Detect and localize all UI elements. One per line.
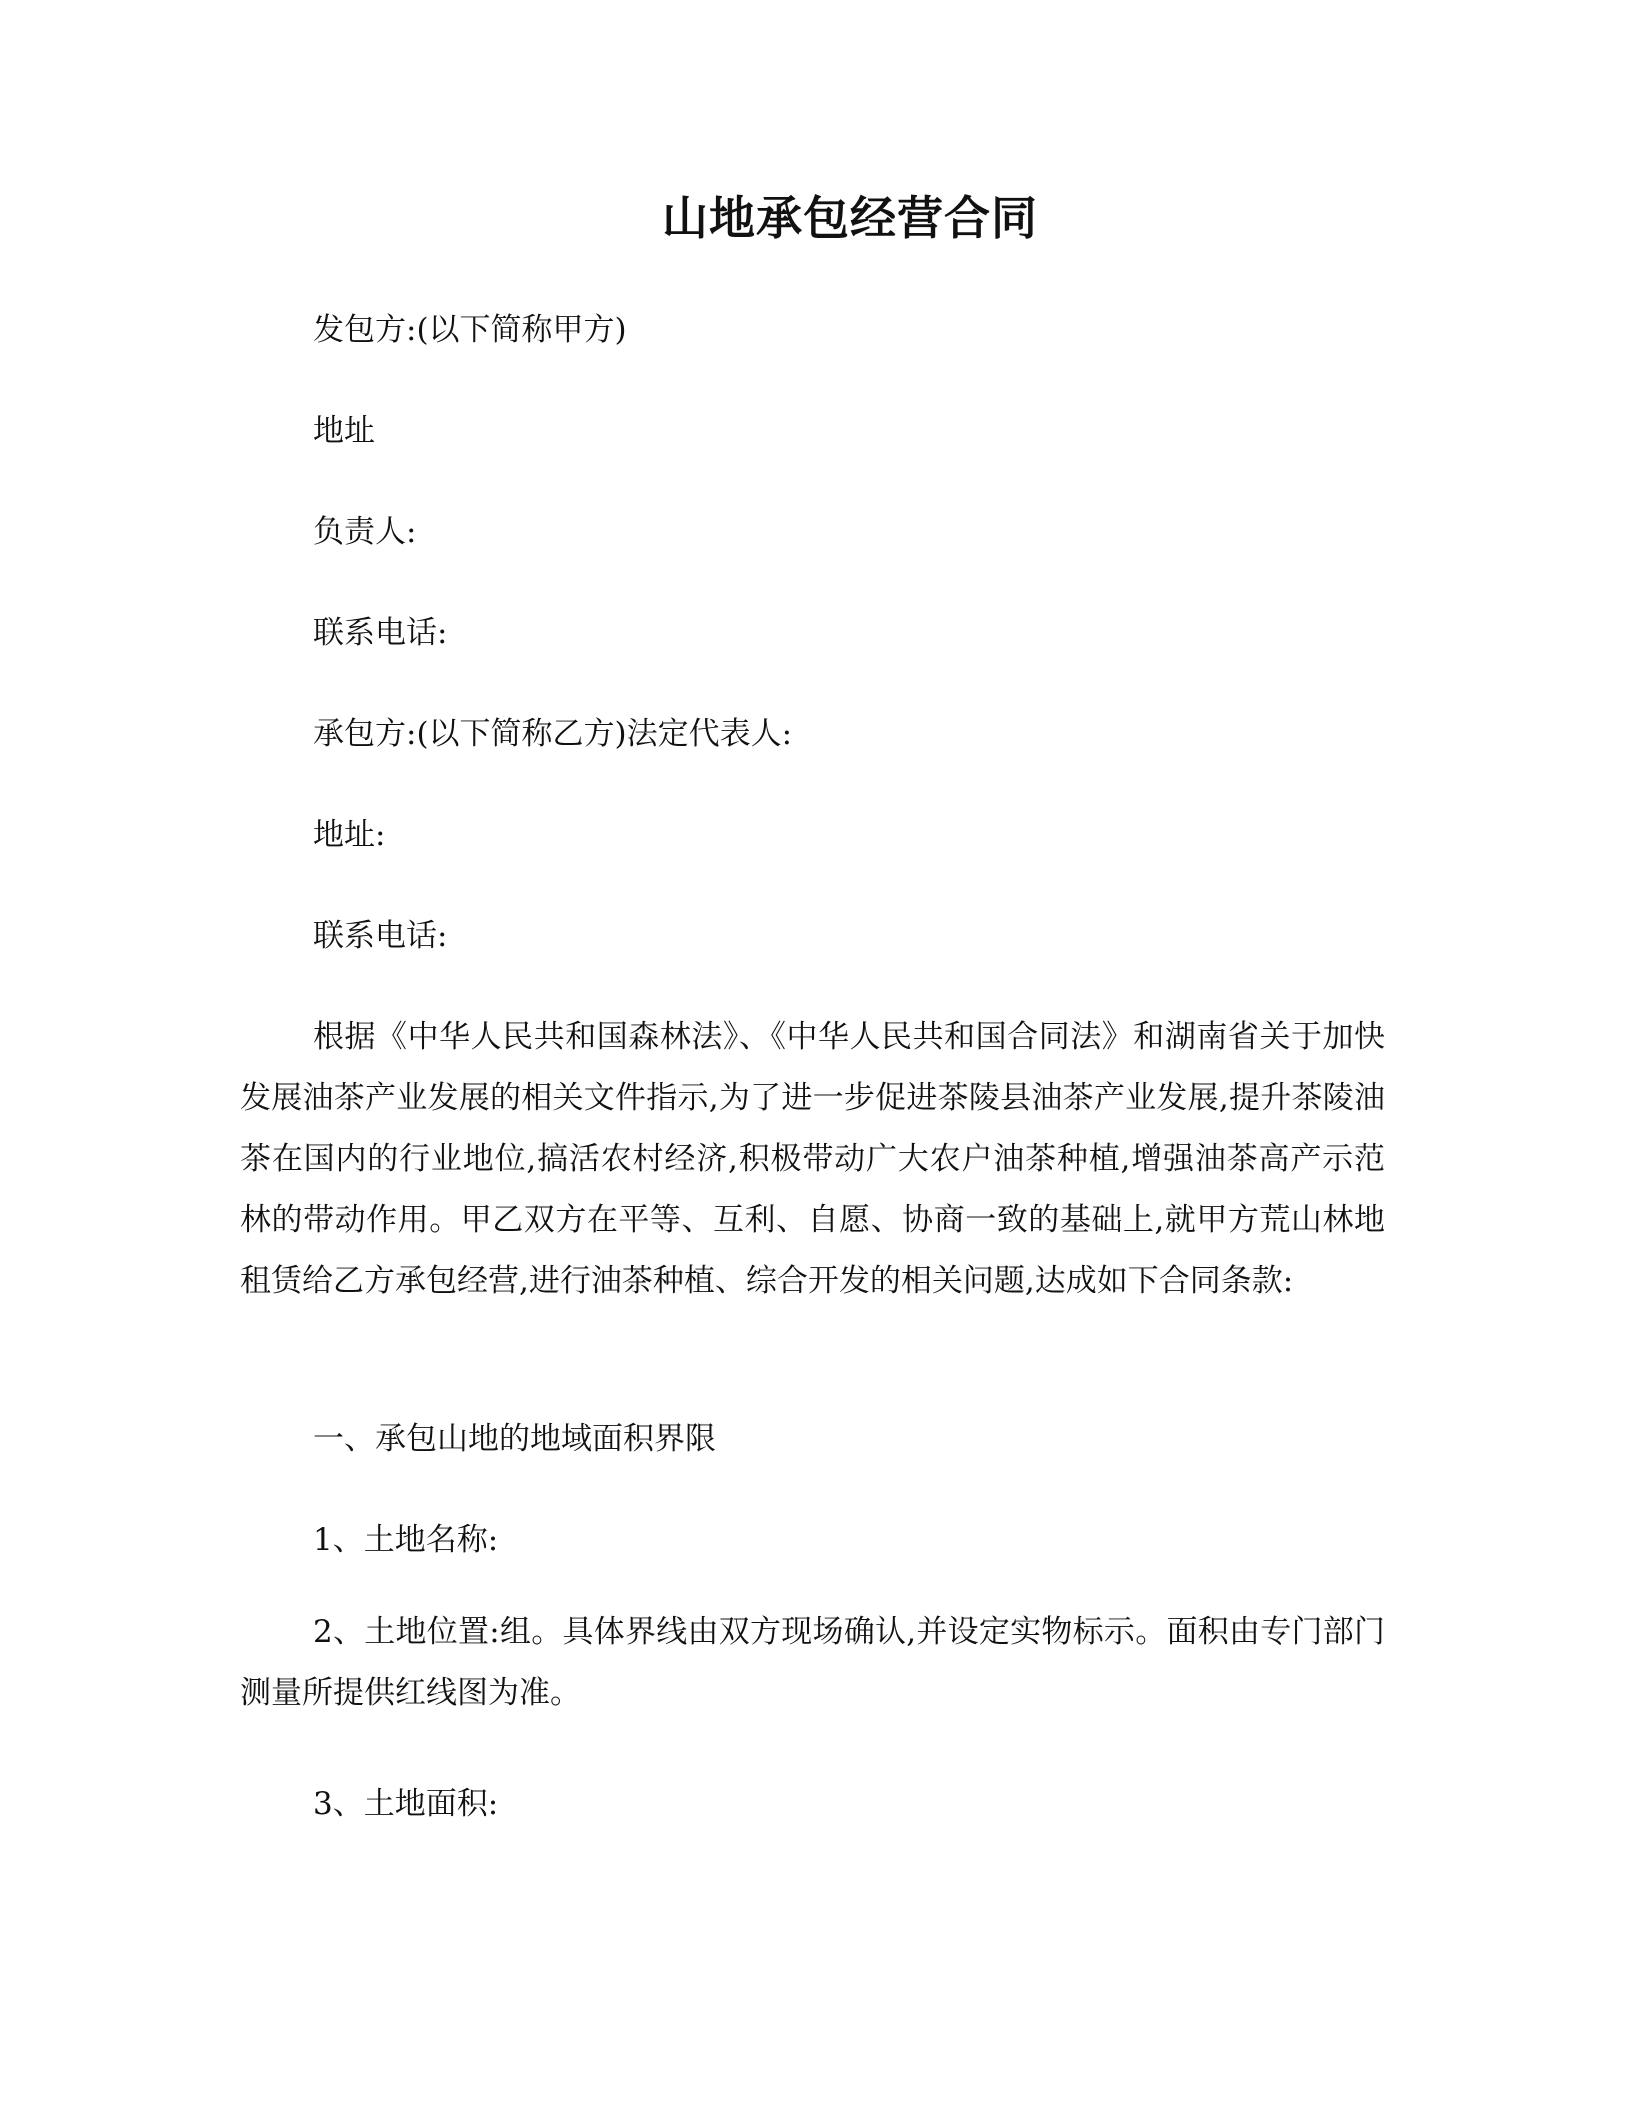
party-a-address: 地址 xyxy=(313,413,375,449)
party-b-address: 地址: xyxy=(313,817,386,853)
party-b-label: 承包方:(以下简称乙方)法定代表人: xyxy=(313,716,793,752)
party-a-label: 发包方:(以下简称甲方) xyxy=(313,312,627,348)
item-2-land-location: 2、土地位置:组。具体界线由双方现场确认,并设定实物标示。面积由专门部门测量所提供红线图为准。 xyxy=(240,1614,1385,1711)
party-a-responsible: 负责人: xyxy=(313,514,417,550)
party-a-phone: 联系电话: xyxy=(313,615,448,651)
party-b-phone: 联系电话: xyxy=(313,918,448,954)
item-1-land-name: 1、土地名称: xyxy=(313,1522,499,1558)
document-title: 山地承包经营合同 xyxy=(662,191,1038,245)
section-1-heading: 一、承包山地的地域面积界限 xyxy=(313,1421,716,1457)
preamble-paragraph: 根据《中华人民共和国森林法》、《中华人民共和国合同法》和湖南省关于加快发展油茶产业发展的相关文件指示,为了进一步促进茶陵县油茶产业发展,提升茶陵油茶在国内的行业地位,搞活农村经济,积极带动广大农户油茶种植,增强油茶高产示范林的带动作用。甲乙双方在平等、互利、自愿、协商一致的基础上,就甲方荒山林地租赁给乙方承包经营,进行油茶种植、综合开发的相关问题,达成如下合同条款: xyxy=(240,1019,1385,1299)
item-3-land-area: 3、土地面积: xyxy=(313,1786,499,1822)
